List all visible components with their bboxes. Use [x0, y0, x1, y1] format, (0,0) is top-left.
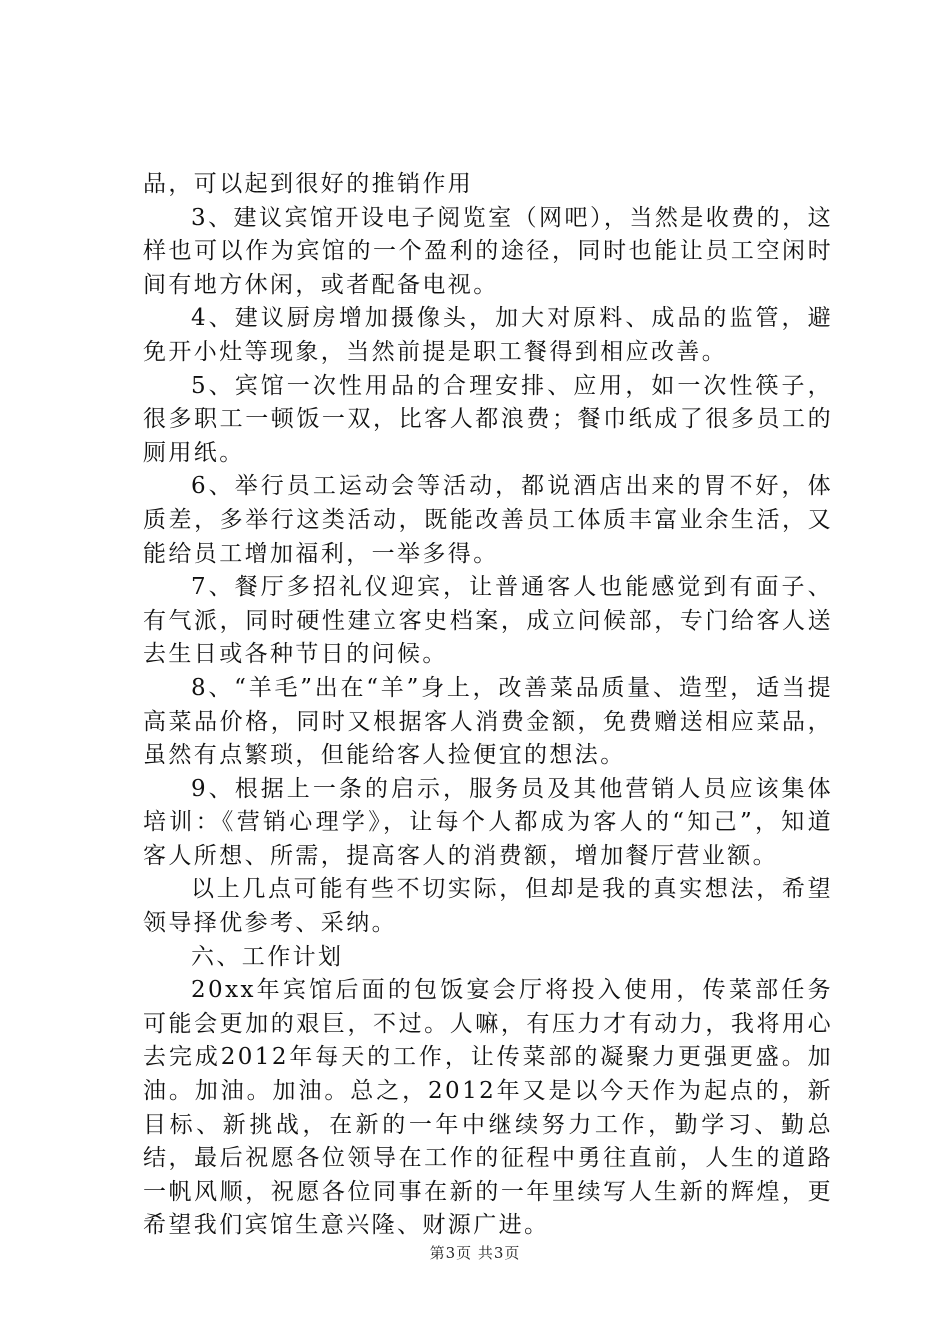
paragraph-closing-remark: 以上几点可能有些不切实际，但却是我的真实想法，希望领导择优参考、采纳。 [143, 876, 833, 937]
paragraph-work-plan: 20xx年宾馆后面的包饭宴会厅将投入使用，传菜部任务可能会更加的艰巨，不过。人嘛，有压力才有动力，我将用心去完成2012年每天的工作，让传菜部的凝聚力更强更盛。加油。加油。加油。总之，2012年又是以今天作为起点的，新目标、新挑战，在新的一年中继续努力工作，勤学习、勤总结，最后祝愿各位领导在工作的征程中勇往直前，人生的道路一帆风顺，祝愿各位同事在新的一年里续写人生新的辉煌，更希望我们宾馆生意兴隆、财源广进。 [143, 977, 833, 1239]
paragraph-suggestion-4: 4、建议厨房增加摄像头，加大对原料、成品的监管，避免开小灶等现象，当然前提是职工餐得到相应改善。 [143, 305, 833, 365]
paragraph-suggestion-6: 6、举行员工运动会等活动，都说酒店出来的胃不好，体质差，多举行这类活动，既能改善员工体质丰富业余生活，又能给员工增加福利，一举多得。 [143, 473, 833, 567]
page-number-footer: 第3页 共3页 [429, 1244, 521, 1262]
paragraph-suggestion-7: 7、餐厅多招礼仪迎宾，让普通客人也能感觉到有面子、有气派，同时硬性建立客史档案，成立问候部，专门给客人送去生日或各种节日的问候。 [143, 574, 833, 668]
paragraph-suggestion-9: 9、根据上一条的启示，服务员及其他营销人员应该集体培训：《营销心理学》，让每个人都成为客人的“知己”，知道客人所想、所需，提高客人的消费额，增加餐厅营业额。 [143, 775, 833, 869]
paragraph-suggestion-5: 5、宾馆一次性用品的合理安排、应用，如一次性筷子，很多职工一顿饭一双，比客人都浪费；餐巾纸成了很多员工的厕用纸。 [143, 372, 833, 466]
paragraph-continuation: 品，可以起到很好的推销作用 [143, 171, 474, 197]
section-heading-work-plan: 六、工作计划 [191, 943, 344, 970]
document-body [143, 168, 833, 1243]
paragraph-suggestion-3: 3、建议宾馆开设电子阅览室（网吧），当然是收费的，这样也可以作为宾馆的一个盈利的途径，同时也能让员工空闲时间有地方休闲，或者配备电视。 [143, 204, 833, 298]
paragraph-suggestion-8: 8、“羊毛”出在“羊”身上，改善菜品质量、造型，适当提高菜品价格，同时又根据客人消费金额，免费赠送相应菜品，虽然有点繁琐，但能给客人捡便宜的想法。 [143, 674, 833, 769]
